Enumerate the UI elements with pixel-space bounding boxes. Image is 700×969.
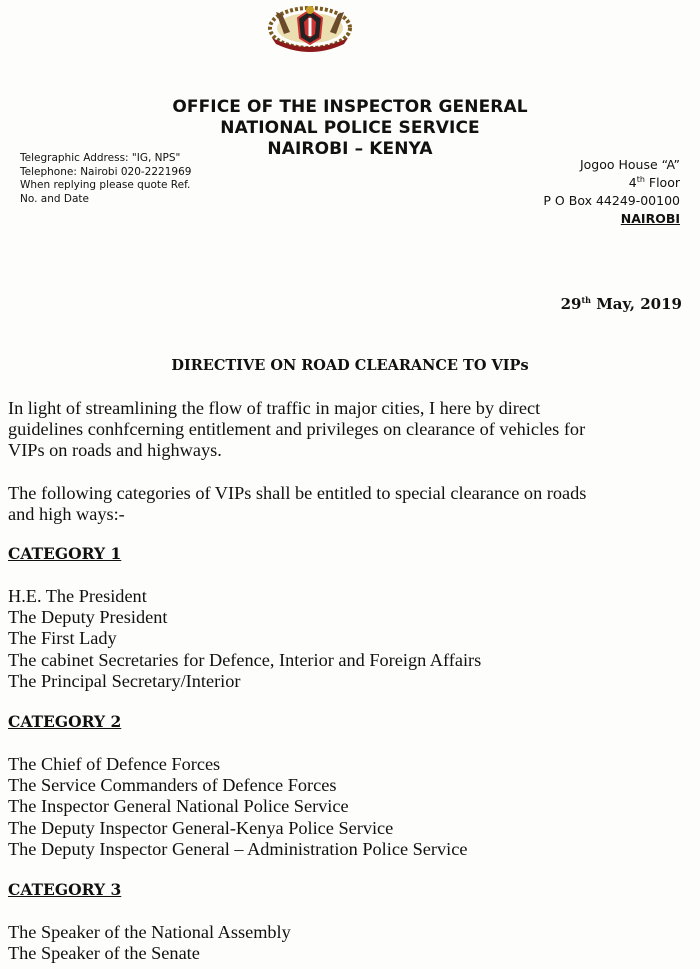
category-2-list <box>8 754 467 860</box>
reply-instruction-cont: No. and Date <box>20 192 89 205</box>
list-item: The Deputy President <box>8 607 168 628</box>
header-service-line: NATIONAL POLICE SERVICE <box>220 118 480 138</box>
letter-date: 29th May, 2019 <box>560 295 682 313</box>
intro-paragraph: In light of streamlining the flow of traffic in major cities, I here by direct guidelines conhfcerning entitlement and privileges on clearance of vehicles for VIPs on roads and highways. <box>8 398 586 460</box>
list-item: The First Lady <box>8 628 117 649</box>
category-1-list <box>8 586 481 692</box>
header-city-line: NAIROBI – KENYA <box>267 139 433 159</box>
list-item: The cabinet Secretaries for Defence, Interior and Foreign Affairs <box>8 649 482 670</box>
reply-instruction: When replying please quote Ref. <box>20 179 191 191</box>
categories-paragraph: The following categories of VIPs shall be entitled to special clearance on roads and high ways:- <box>8 483 587 524</box>
contact-block <box>20 152 191 206</box>
list-item: The Chief of Defence Forces <box>8 754 221 774</box>
category-3-list <box>8 922 291 964</box>
header-office-line: OFFICE OF THE INSPECTOR GENERAL <box>172 97 528 117</box>
document-title: DIRECTIVE ON ROAD CLEARANCE TO VIPs <box>171 357 529 374</box>
list-item: The Service Commanders of Defence Forces <box>8 775 337 796</box>
category-3-heading: CATEGORY 3 <box>8 880 122 899</box>
building-name: Jogoo House “A” <box>579 157 680 172</box>
list-item: H.E. The President <box>8 586 147 606</box>
floor-line: 4th Floor <box>628 174 680 190</box>
list-item: The Principal Secretary/Interior <box>8 670 241 691</box>
list-item: The Speaker of the National Assembly <box>8 922 291 942</box>
list-item: The Deputy Inspector General – Administration Police Service <box>8 838 468 859</box>
category-1-heading: CATEGORY 1 <box>8 544 122 563</box>
po-box: P O Box 44249-00100 <box>543 193 680 208</box>
list-item: The Inspector General National Police Service <box>8 796 349 817</box>
coat-of-arms-emblem <box>262 4 358 54</box>
telegraphic-address: Telegraphic Address: "IG, NPS" <box>20 152 181 164</box>
telephone-line: Telephone: Nairobi 020-2221969 <box>20 165 192 178</box>
category-2-heading: CATEGORY 2 <box>8 712 122 731</box>
city-name: NAIROBI <box>620 211 680 226</box>
postal-address-block <box>543 156 680 228</box>
list-item: The Speaker of the Senate <box>8 943 200 964</box>
list-item: The Deputy Inspector General-Kenya Police Service <box>8 817 394 838</box>
